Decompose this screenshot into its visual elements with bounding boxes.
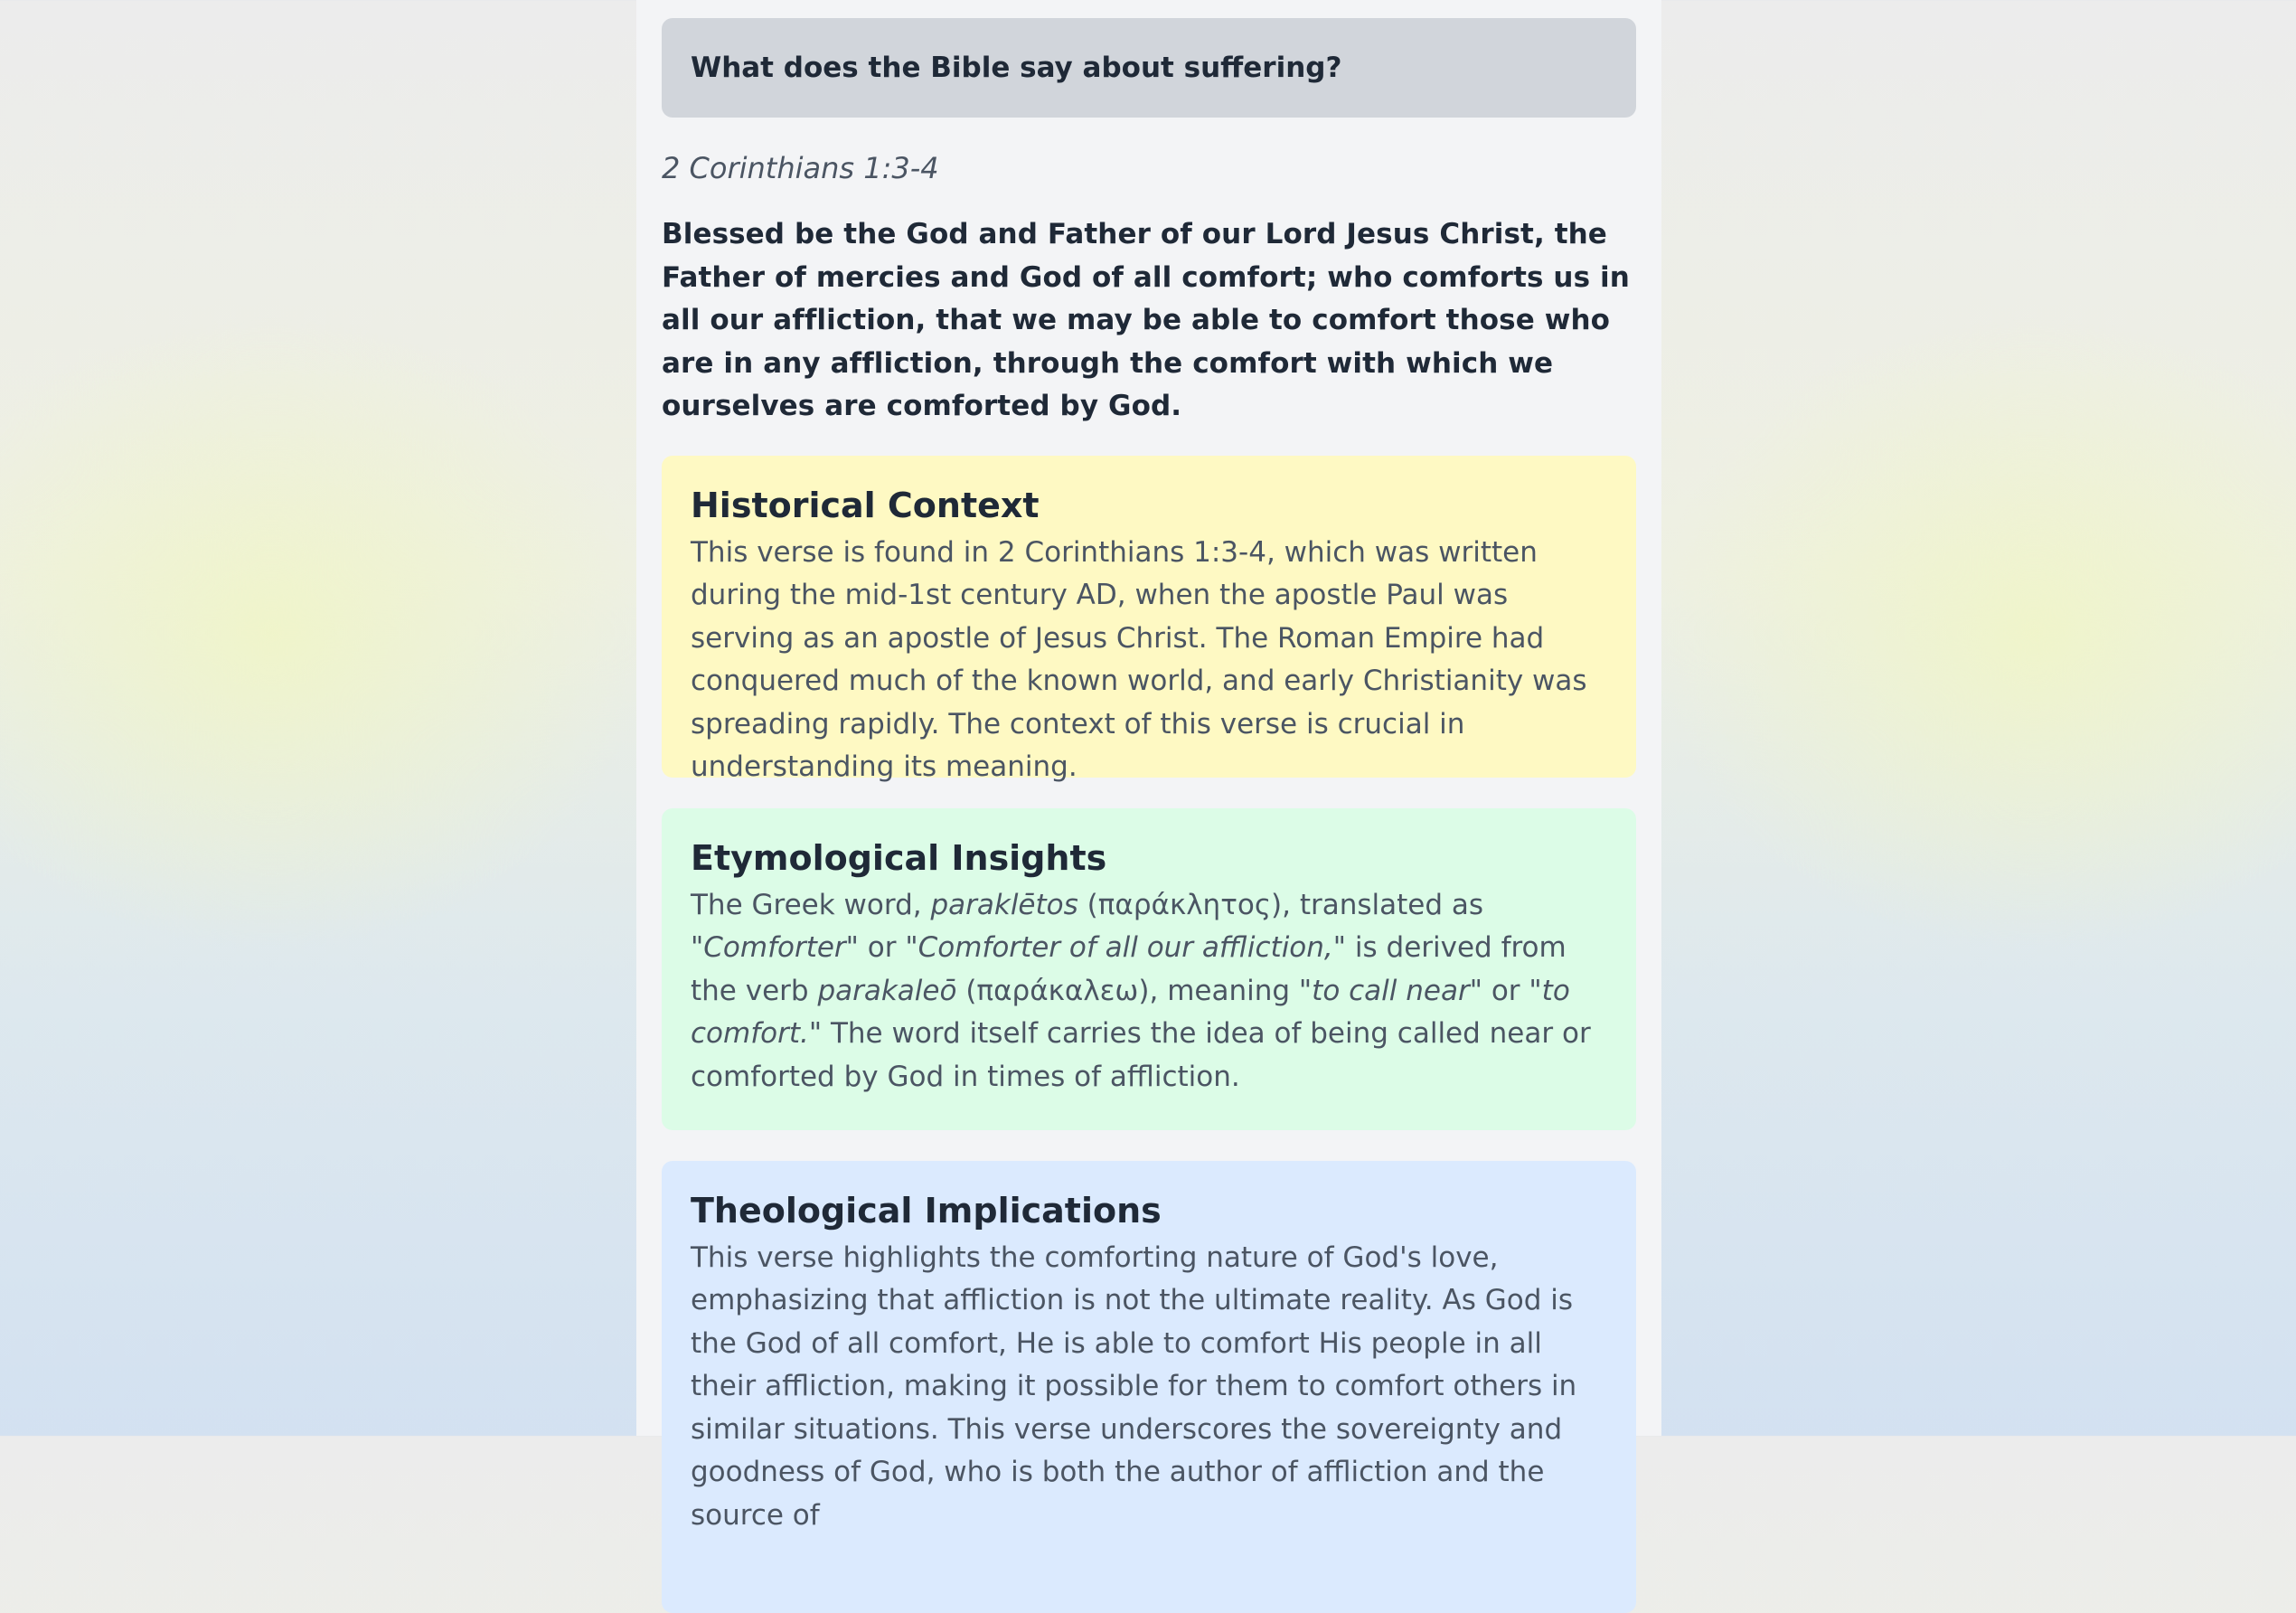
user-question-text: What does the Bible say about suffering? (691, 52, 1342, 84)
etym-text: or (1482, 974, 1529, 1007)
chat-column (636, 0, 1661, 1533)
etym-text: The word itself carries the idea of being called near or comforted by God in times of affliction. (691, 1017, 1591, 1093)
translation-comforter: "Comforter" (691, 931, 859, 965)
etym-text: (παράκαλεω), meaning (956, 974, 1299, 1007)
theological-implications-body: This verse highlights the comforting nature of God's love, emphasizing that affliction is not the ultimate reality. As God is the God of all comfort, He is able to comfort His people in all their affliction, making it possible for them to comfort others in similar situations. This verse underscores the sovereignty and goodness of God, who is both the author of affliction and the source of (691, 1240, 1577, 1533)
etym-text: The Greek word, (691, 888, 931, 921)
etym-text: is derived from the verb (691, 931, 1567, 1007)
historical-context-body: This verse is found in 2 Corinthians 1:3-4, which was written during the mid-1st century AD, when the apostle Paul was serving as an apostle of Jesus Christ. The Roman Empire had conquered much of the known world, and early Christianity was spreading rapidly. The context of this verse is crucial in understanding its meaning. (691, 535, 1587, 784)
theological-implications-title: Theological Implications (691, 1190, 1162, 1231)
theological-implications-card (662, 1161, 1636, 1613)
meaning-call-near: "to call near" (1298, 974, 1482, 1007)
etym-text: (παράκλητος), translated as (1077, 888, 1484, 921)
etym-text: or (858, 931, 906, 965)
etymological-insights-title: Etymological Insights (691, 837, 1107, 878)
etymological-insights-body (691, 884, 1607, 1099)
greek-term-parakaleo: parakaleō (817, 974, 957, 1007)
verse-text: Blessed be the God and Father of our Lord Jesus Christ, the Father of mercies and God of all comfort; who comforts us in all our affliction, that we may be able to comfort those who are in any affliction, through the comfort with which we ourselves are comforted by God. (662, 218, 1630, 422)
greek-term-parakletos: paraklētos (930, 888, 1078, 921)
historical-context-card (662, 456, 1636, 784)
meaning-to-comfort: "to comfort." (691, 974, 1570, 1051)
etymological-insights-card (662, 808, 1636, 1130)
translation-comforter-affliction: "Comforter of all our affliction," (905, 931, 1347, 965)
user-question-bubble (662, 18, 1636, 118)
verse-reference: 2 Corinthians 1:3-4 (662, 151, 939, 185)
historical-context-title: Historical Context (691, 485, 1040, 525)
